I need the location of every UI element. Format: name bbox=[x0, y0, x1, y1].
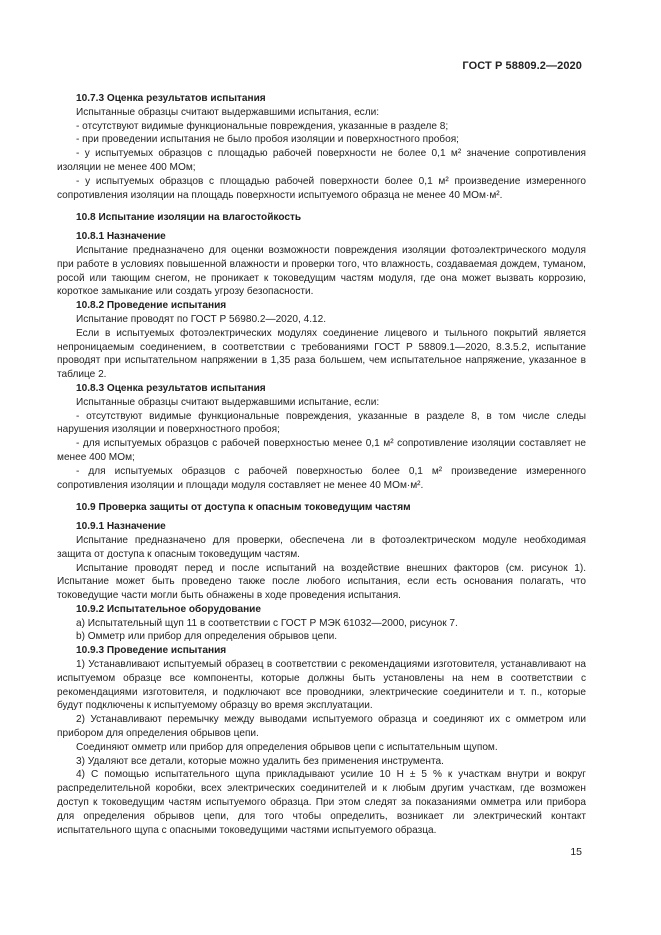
body-paragraph: 3) Удаляют все детали, которые можно удалить без применения инструмента. bbox=[76, 755, 444, 767]
body-paragraph: Соединяют омметр или прибор для определения обрывов цепи с испытательным щупом. bbox=[76, 741, 498, 753]
body-paragraph: Испытание проводят перед и после испытаний на воздействие внешних факторов (см. рисунок 1). Испытание может быть проведено также после любого испытания, если есть основания полагать, что токоведущие части могли быть обнажены в ходе проведения испытания. bbox=[57, 562, 586, 602]
page-number: 15 bbox=[570, 846, 582, 858]
body-paragraph: 2) Устанавливают перемычку между выводами испытуемого образца и соединяют их с омметром или прибором для определения обрывов цепи. bbox=[57, 714, 586, 740]
body-paragraph: а) Испытательный щуп 11 в соответствии с ГОСТ Р МЭК 61032—2000, рисунок 7. bbox=[76, 617, 458, 629]
document-code-header: ГОСТ Р 58809.2—2020 bbox=[462, 60, 582, 72]
body-paragraph: - для испытуемых образцов с рабочей поверхностью более 0,1 м² произведение измеренного сопротивления изоляции и площади модуля составляет не менее 40 МОм·м². bbox=[57, 465, 586, 491]
section-heading: 10.8 Испытание изоляции на влагостойкость bbox=[76, 212, 302, 224]
body-paragraph: 4) С помощью испытательного щупа прикладывают усилие 10 Н ± 5 % к участкам внутри и вокруг распределительной коробки, всех электрических соединителей и к любым другим участкам, где возможен доступ к токоведущим частям испытуемого образца. При этом следят за показаниями омметра или прибора для определения обрывов цепи, для того чтобы определить, возникает ли электрический контакт испытательного щупа с опасными токоведущими частями испытуемого образца. bbox=[57, 769, 586, 836]
body-paragraph: - у испытуемых образцов с площадью рабочей поверхности не более 0,1 м² значение сопротивления изоляции не менее 400 МОм; bbox=[57, 148, 586, 173]
body-paragraph: Испытанные образцы считают выдержавшими испытание, если: bbox=[76, 396, 380, 408]
section-heading: 10.9.3 Проведение испытания bbox=[76, 645, 227, 657]
section-heading: 10.9.1 Назначение bbox=[76, 521, 166, 533]
body-paragraph: - при проведении испытания не было пробоя изоляции и поверхностного пробоя; bbox=[76, 134, 459, 146]
section-heading: 10.8.2 Проведение испытания bbox=[76, 300, 227, 312]
body-paragraph: b) Омметр или прибор для определения обрывов цепи. bbox=[76, 631, 338, 643]
body-paragraph: Испытание предназначено для оценки возможности повреждения изоляции фотоэлектрического модуля при работе в условиях повышенной влажности и проверки того, что влажность, создаваемая дождем, туманом, росой или тающим снегом, не проникает к токоведущим частям модуля, где она может вызвать коррозию, короткое замыкание или создать угрозу безопасности. bbox=[57, 244, 586, 298]
body-paragraph: - отсутствуют видимые функциональные повреждения, указанные в разделе 8, в том числе следы нарушения изоляции и поверхностного пробоя; bbox=[57, 410, 586, 436]
body-paragraph: - у испытуемых образцов с площадью рабочей поверхности более 0,1 м² произведение измеренного сопротивления изоляции на площадь поверхности испытуемого образца не менее 40 МОм·м². bbox=[57, 175, 586, 201]
section-heading: 10.7.3 Оценка результатов испытания bbox=[76, 93, 266, 104]
section-heading: 10.9.2 Испытательное оборудование bbox=[76, 603, 261, 615]
body-paragraph: - отсутствуют видимые функциональные повреждения, указанные в разделе 8; bbox=[76, 120, 449, 132]
section-heading: 10.9 Проверка защиты от доступа к опасным токоведущим частям bbox=[76, 502, 411, 514]
document-body bbox=[57, 92, 586, 837]
section-heading: 10.8.3 Оценка результатов испытания bbox=[76, 382, 266, 394]
body-paragraph: Испытание предназначено для проверки, обеспечена ли в фотоэлектрическом модуле необходимая защита от доступа к опасным токоведущим частям. bbox=[57, 534, 586, 560]
body-paragraph: Испытанные образцы считают выдержавшими испытания, если: bbox=[76, 106, 380, 118]
section-heading: 10.8.1 Назначение bbox=[76, 231, 166, 243]
body-paragraph: Испытание проводят по ГОСТ Р 56980.2—2020, 4.12. bbox=[76, 313, 327, 325]
body-paragraph: Если в испытуемых фотоэлектрических модулях соединение лицевого и тыльного покрытий является непроницаемым соединением, в соответствии с требованиями ГОСТ Р 58809.1—2020, 8.3.5.2, испытание проводят при испытательном напряжении в 1,35 раза большем, чем испытательное напряжение, указанное в таблице 2. bbox=[57, 327, 586, 381]
body-paragraph: - для испытуемых образцов с рабочей поверхностью менее 0,1 м² сопротивление изоляции составляет не менее 400 МОм; bbox=[57, 438, 586, 463]
body-paragraph: 1) Устанавливают испытуемый образец в соответствии с рекомендациями изготовителя, устанавливают на испытуемом образце все компоненты, которые должны быть установлены на нем в соответствии с рекомендациями изготовителя, и подключают все проводники, электрические соединители и т. п., которые будут подключены к испытуемому образцу во время эксплуатации. bbox=[57, 659, 586, 712]
